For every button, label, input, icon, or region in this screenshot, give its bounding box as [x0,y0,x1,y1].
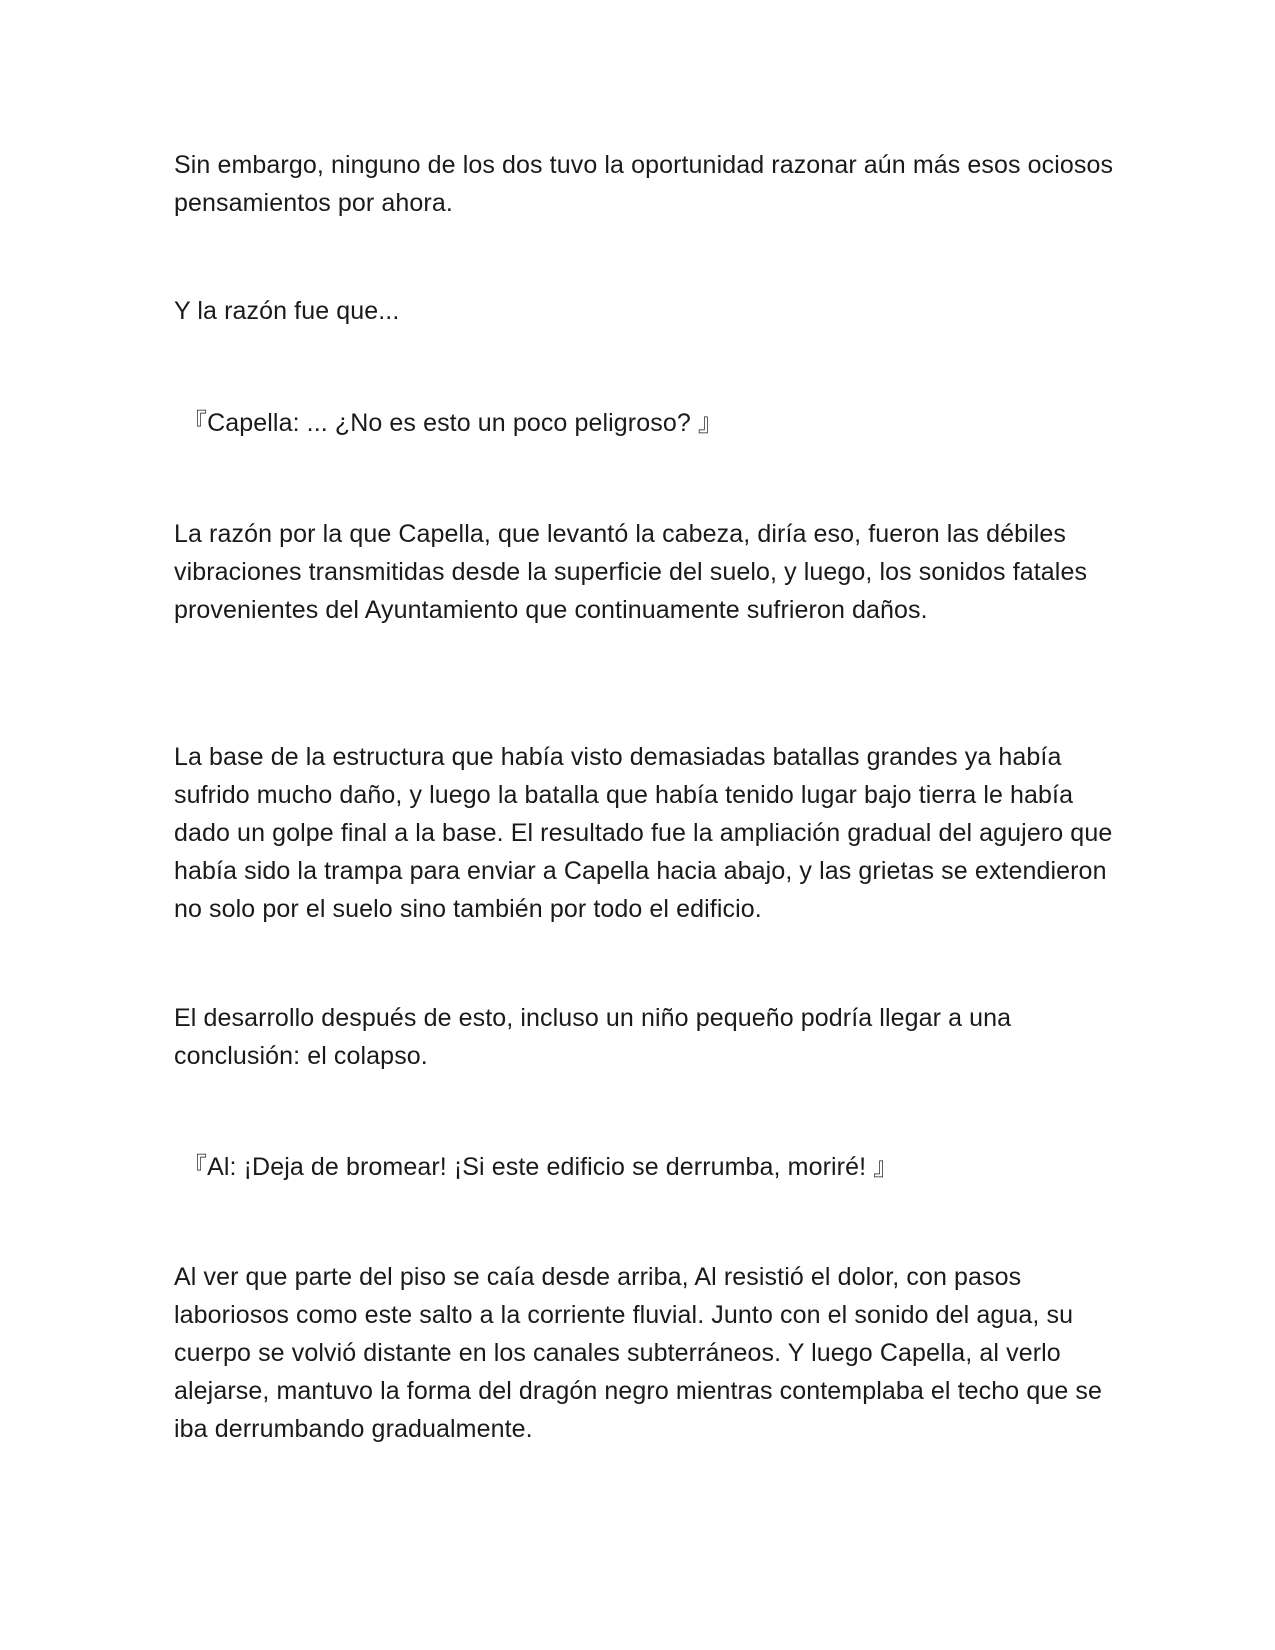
paragraph-1: Sin embargo, ninguno de los dos tuvo la oportunidad razonar aún más esos ociosos pensamientos por ahora. [174,151,1114,217]
dialogue-al: 『Al: ¡Deja de bromear! ¡Si este edificio se derrumba, moriré! 』 [182,1153,899,1181]
paragraph-6: El desarrollo después de esto, incluso un niño pequeño podría llegar a una conclusión: el colapso. [174,1004,1012,1070]
paragraph-2: Y la razón fue que... [174,297,400,325]
dialogue-capella: 『Capella: ... ¿No es esto un poco peligroso? 』 [182,409,723,437]
paragraph-4: La razón por la que Capella, que levantó la cabeza, diría eso, fueron las débiles vibraciones transmitidas desde la superficie del suelo, y luego, los sonidos fatales provenientes del Ayuntamiento que continuamente sufrieron daños. [174,520,1088,624]
paragraph-8: Al ver que parte del piso se caía desde arriba, Al resistió el dolor, con pasos laboriosos como este salto a la corriente fluvial. Junto con el sonido del agua, su cuerpo se volvió distante en los canales subterráneos. Y luego Capella, al verlo alejarse, mantuvo la forma del dragón negro mientras contemplaba el techo que se iba derrumbando gradualmente. [174,1263,1102,1443]
paragraph-5: La base de la estructura que había visto demasiadas batallas grandes ya había sufrido mucho daño, y luego la batalla que había tenido lugar bajo tierra le había dado un golpe final a la base. El resultado fue la ampliación gradual del agujero que había sido la trampa para enviar a Capella hacia abajo, y las grietas se extendieron no solo por el suelo sino también por todo el edificio. [174,743,1113,923]
